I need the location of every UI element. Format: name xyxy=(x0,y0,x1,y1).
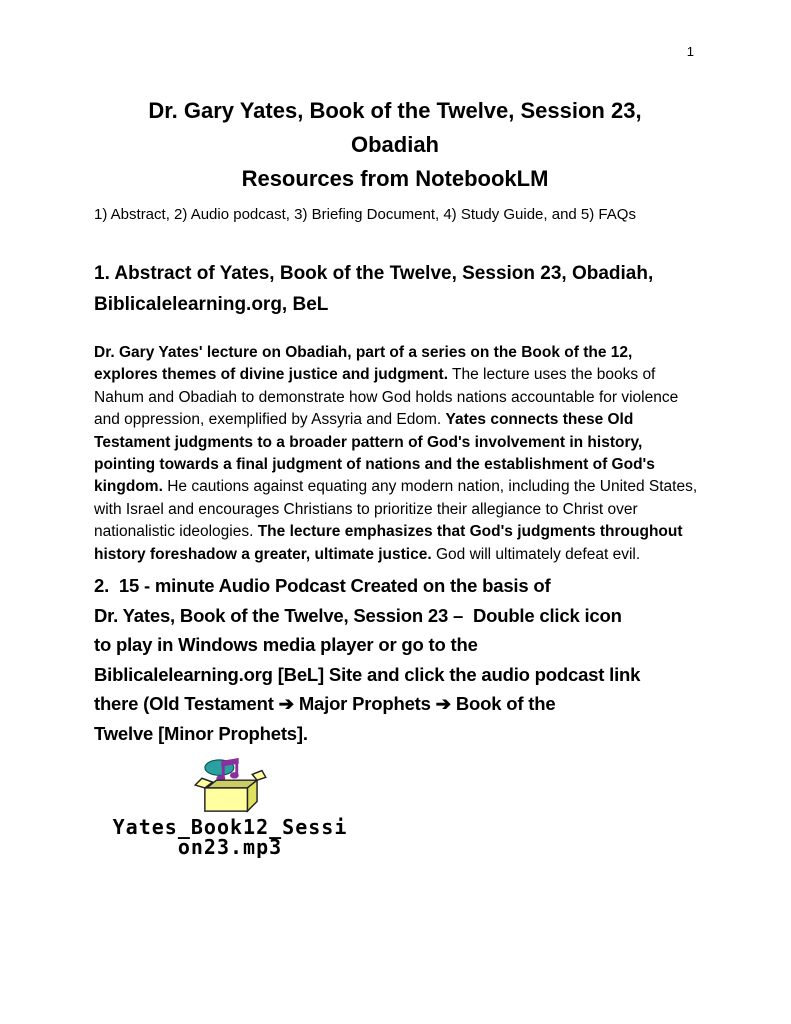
title-line: Obadiah xyxy=(350,132,439,157)
section2-heading-line: Biblicalelearning.org [BeL] Site and click the audio podcast link xyxy=(94,663,641,685)
document-title xyxy=(94,94,696,196)
abstract-text-segment: The lecture uses the books of Nahum and Obadiah to demonstrate how God holds nations accountable for violence and oppression, exemplified by Assyria and Edom. xyxy=(94,366,679,429)
abstract-text-segment: Yates connects these Old Testament judgments to a broader pattern of God's involvement in history, pointing towards a final judgment of nations and the establishment of God's kingdom. xyxy=(94,411,655,496)
title-line: Dr. Gary Yates, Book of the Twelve, Session 23, xyxy=(148,98,642,123)
abstract-text-segment: He cautions against equating any modern nation, including the United States, with Israel and encourages Christians to prioritize their allegiance to Christ over nationalistic ideologies. xyxy=(94,478,698,541)
page-number: 1 xyxy=(686,44,694,59)
abstract-text-segment: Dr. Gary Yates' lecture on Obadiah, part of a series on the Book of the 12, explores themes of divine justice and judgment. xyxy=(94,344,633,384)
box-front-face xyxy=(205,788,248,811)
audio-file-name-line[interactable]: on23.mp3 xyxy=(177,835,283,859)
abstract-text-segment: The lecture emphasizes that God's judgments throughout history foreshadow a greater, ultimate justice. xyxy=(94,523,683,563)
section1-heading-line: 1. Abstract of Yates, Book of the Twelve, Session 23, Obadiah, xyxy=(94,263,654,284)
audio-file-name[interactable] xyxy=(94,817,366,857)
resources-list-line: 1) Abstract, 2) Audio podcast, 3) Briefing Document, 4) Study Guide, and 5) FAQs xyxy=(94,206,636,223)
section1-heading-line: Biblicalelearning.org, BeL xyxy=(94,294,329,315)
section2-heading-line: 2. 15 - minute Audio Podcast Created on the basis of xyxy=(94,575,551,596)
section2-heading-line: Dr. Yates, Book of the Twelve, Session 23 – Double click icon xyxy=(94,604,622,626)
audio-file-name-line[interactable]: Yates_Book12_Sessi xyxy=(112,815,348,839)
section2-heading-line: there (Old Testament ➔ Major Prophets ➔ Book of the xyxy=(94,693,556,715)
media-clip-icon[interactable] xyxy=(192,757,268,815)
title-line: Resources from NotebookLM xyxy=(241,166,549,191)
section2-heading-line: to play in Windows media player or go to the xyxy=(94,634,478,656)
box-right-flap xyxy=(252,771,266,781)
audio-file-icon-group[interactable] xyxy=(94,757,366,857)
section2-heading xyxy=(94,571,640,749)
abstract-text-segment: God will ultimately defeat evil. xyxy=(431,545,641,563)
section2-heading-line: Twelve [Minor Prophets]. xyxy=(94,722,308,744)
music-note-head xyxy=(230,772,239,778)
section1-heading xyxy=(94,258,696,320)
abstract-paragraph xyxy=(94,342,698,566)
